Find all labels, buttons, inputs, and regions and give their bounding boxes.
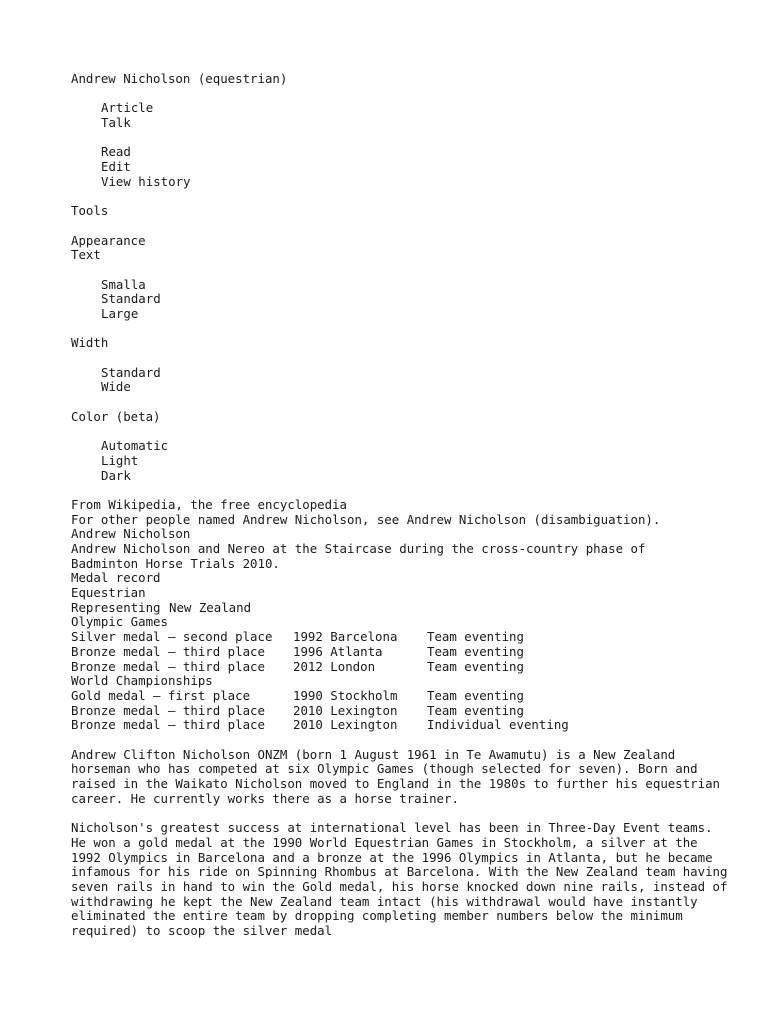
article-paragraph: Nicholson's greatest success at international level has been in Three-Day Event teams. He won a gold medal at the 1990 World Equestrian Games in Stockholm, a silver at the 1992 Olympics in Barcelona and a bronze at the 1996 Olympics in Atlanta, but he became infamous for his ride on Spinning Rhombus at Barcelona. With the New Zealand team having seven rails in hand to win the Gold medal, his horse knocked down nine rails, instead of withdrawing he kept the New Zealand team intact (his withdrawal would have instantly eliminated the entire team by dropping completing member numbers below the minimum required) to scoop the silver medal	[71, 820, 728, 939]
tab-view-history[interactable]: View history	[101, 173, 191, 189]
medal-discipline-link[interactable]: Team eventing	[427, 658, 524, 674]
spacer	[71, 263, 751, 278]
medal-type: Bronze medal – third place	[71, 643, 265, 659]
spacer	[71, 425, 751, 440]
spacer	[71, 322, 751, 337]
medal-discipline-link[interactable]: Team eventing	[427, 643, 524, 659]
representing-row	[71, 601, 751, 616]
medal-type: Bronze medal – third place	[71, 702, 265, 718]
medal-event-link[interactable]: 2012 London	[293, 658, 376, 674]
spacer	[71, 483, 751, 498]
representing-label: Representing	[71, 599, 161, 615]
infobox-title: Andrew Nicholson	[71, 526, 191, 542]
olympic-games-heading: Olympic Games	[71, 614, 168, 630]
color-option-automatic[interactable]: Automatic	[101, 438, 169, 454]
medal-event-link[interactable]: 2010 Lexington	[293, 702, 398, 718]
medal-discipline-link[interactable]: Team eventing	[427, 687, 524, 703]
text-option-small[interactable]: Smalla	[101, 276, 146, 292]
text-size-heading: Text	[71, 247, 101, 263]
medal-discipline-link[interactable]: Individual eventing	[427, 717, 569, 733]
color-heading: Color (beta)	[71, 408, 161, 424]
infobox	[71, 527, 751, 733]
world-championships-heading: World Championships	[71, 673, 213, 689]
color-option-light[interactable]: Light	[101, 452, 139, 468]
spacer	[71, 806, 751, 821]
spacer	[71, 733, 751, 748]
page-title: Andrew Nicholson (equestrian)	[71, 71, 288, 86]
tab-read[interactable]: Read	[101, 144, 131, 160]
medal-type: Bronze medal – third place	[71, 717, 265, 733]
text-option-standard[interactable]: Standard	[101, 291, 161, 307]
medal-event-link[interactable]: 1992 Barcelona	[293, 629, 398, 645]
medal-discipline-link[interactable]: Team eventing	[427, 702, 524, 718]
sport-heading: Equestrian	[71, 585, 146, 601]
medal-event-link[interactable]: 1996 Atlanta	[293, 643, 383, 659]
medal-row	[71, 660, 751, 675]
infobox-caption: Andrew Nicholson and Nereo at the Staircase during the cross-country phase of	[71, 541, 646, 556]
spacer	[71, 219, 751, 234]
width-option-wide[interactable]: Wide	[101, 379, 131, 395]
medal-row	[71, 718, 751, 733]
page-content	[71, 72, 751, 939]
width-option-standard[interactable]: Standard	[101, 364, 161, 380]
appearance-heading: Appearance	[71, 232, 146, 248]
width-heading: Width	[71, 335, 109, 351]
site-tagline: From Wikipedia, the free encyclopedia	[71, 496, 348, 512]
medal-event-link[interactable]: 2010 Lexington	[293, 717, 398, 733]
medal-record-heading: Medal record	[71, 570, 161, 586]
tools-menu-button[interactable]: Tools	[71, 203, 109, 219]
spacer	[71, 87, 751, 102]
spacer	[71, 395, 751, 410]
spacer	[71, 351, 751, 366]
medal-event-link[interactable]: 1990 Stockholm	[293, 687, 398, 703]
medal-discipline-link[interactable]: Team eventing	[427, 629, 524, 645]
medal-row	[71, 689, 751, 704]
medal-row	[71, 704, 751, 719]
spacer	[71, 190, 751, 205]
text-option-large[interactable]: Large	[101, 306, 139, 321]
hatnote: For other people named Andrew Nicholson, see Andrew Nicholson (disambiguation).	[71, 511, 661, 527]
article-paragraph: Andrew Clifton Nicholson ONZM (born 1 August 1961 in Te Awamutu) is a New Zealand horseman who has competed at six Olympic Games (though selected for seven). Born and raised in the Waikato Nicholson moved to England in the 1980s to further his equestrian career. He currently works there as a horse trainer.	[71, 746, 721, 806]
tab-talk[interactable]: Talk	[101, 115, 131, 131]
tab-edit[interactable]: Edit	[101, 159, 131, 175]
representing-country-link[interactable]: New Zealand	[169, 599, 252, 615]
medal-type: Silver medal – second place	[71, 629, 273, 645]
medal-type: Gold medal – first place	[71, 687, 251, 703]
infobox-caption-continued: Badminton Horse Trials 2010.	[71, 555, 280, 571]
medal-row	[71, 645, 751, 660]
medal-type: Bronze medal – third place	[71, 658, 265, 674]
tab-article[interactable]: Article	[101, 100, 154, 116]
spacer	[71, 131, 751, 146]
color-option-dark[interactable]: Dark	[101, 467, 131, 483]
medal-row	[71, 630, 751, 645]
